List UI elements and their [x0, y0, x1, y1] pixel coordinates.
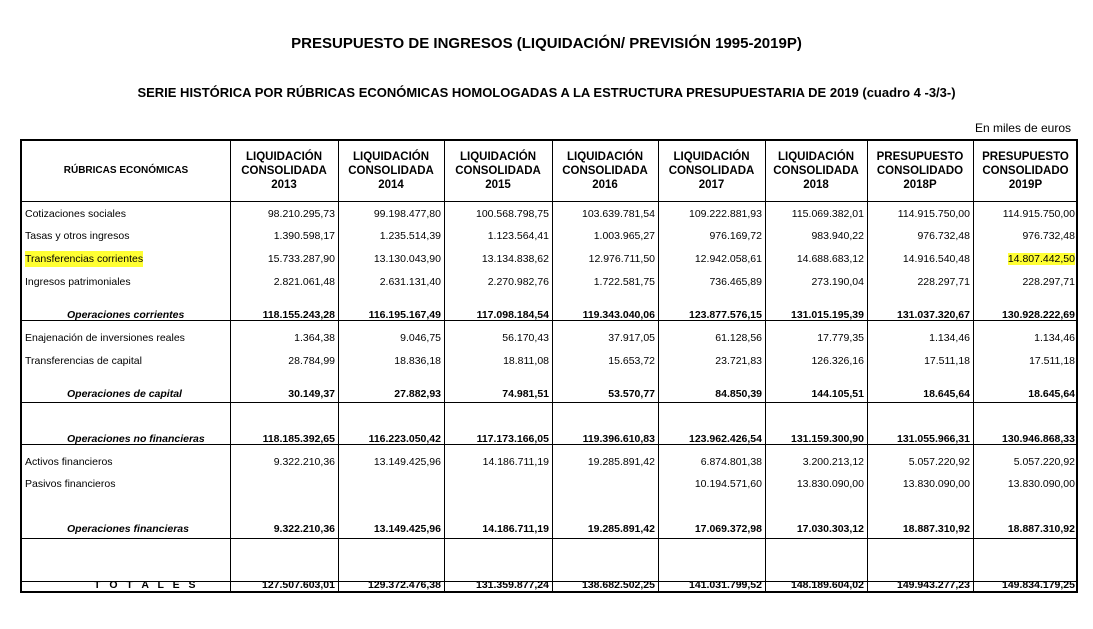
column-header-line: LIQUIDACIÓN	[673, 151, 750, 163]
cell-value: 9.322.210,36	[273, 523, 335, 535]
cell-value: 1.003.965,27	[593, 230, 655, 242]
cell-value: 123.962.426,54	[689, 433, 762, 445]
table-cell	[444, 330, 549, 346]
table-cell	[444, 228, 549, 244]
table-cell	[765, 353, 864, 369]
table-cell	[867, 274, 970, 290]
table-cell	[765, 386, 864, 402]
cell-value: 976.732,48	[917, 230, 970, 242]
page-subtitle: SERIE HISTÓRICA POR RÚBRICAS ECONÓMICAS HOMOLOGADAS A LA ESTRUCTURA PRESUPUESTARIA DE 2019 (cuadro 4 -3/3-)	[137, 85, 956, 100]
table-cell	[338, 274, 441, 290]
row-label: Pasivos financieros	[25, 478, 116, 490]
table-cell	[658, 386, 762, 402]
table-cell	[867, 251, 970, 267]
cell-value: 30.149,37	[288, 388, 335, 400]
cell-value: 17.511,18	[924, 355, 970, 367]
table-cell	[552, 353, 655, 369]
table-cell	[552, 307, 655, 323]
column-header-line: LIQUIDACIÓN	[777, 151, 855, 163]
cell-value: 28.784,99	[288, 355, 335, 367]
cell-value: 126.326,16	[811, 355, 864, 367]
cell-value: 131.359.877,24	[476, 579, 549, 591]
row-label: Operaciones de capital	[67, 388, 182, 400]
table-cell	[552, 386, 655, 402]
table-cell	[765, 431, 864, 447]
cell-value: 2.631.131,40	[379, 276, 441, 288]
row-label: Ingresos patrimoniales	[25, 276, 131, 288]
cell-value: 149.943.277,23	[897, 579, 970, 591]
table-cell	[867, 206, 970, 222]
cell-value: 116.195.167,49	[368, 309, 441, 321]
cell-value: 149.834.179,25	[1002, 579, 1075, 591]
cell-value: 976.732,48	[1022, 230, 1075, 242]
table-cell	[973, 577, 1075, 593]
table-cell	[552, 206, 655, 222]
cell-value: 109.222.881,93	[689, 208, 762, 220]
table-cell	[552, 274, 655, 290]
table-cell	[658, 330, 762, 346]
table-cell	[230, 577, 335, 593]
row-label: Activos financieros	[25, 456, 113, 468]
cell-value: 100.568.798,75	[476, 208, 549, 220]
column-header-line: 2018P	[903, 179, 937, 191]
row-label: Transferencias de capital	[25, 355, 142, 367]
cell-value: 10.194.571,60	[694, 478, 762, 490]
cell-value: 2.270.982,76	[487, 276, 549, 288]
cell-value: 6.874.801,38	[700, 456, 762, 468]
cell-value: 131.055.966,31	[897, 433, 970, 445]
cell-value: 13.830.090,00	[1007, 478, 1075, 490]
cell-value: 118.185.392,65	[262, 433, 335, 445]
table-cell	[867, 476, 970, 492]
table-cell	[867, 454, 970, 470]
column-header-line: CONSOLIDADO	[982, 165, 1069, 177]
cell-value: 13.149.425,96	[373, 456, 441, 468]
row-divider	[22, 402, 1076, 403]
column-header-line: 2014	[378, 179, 404, 191]
table-cell	[765, 274, 864, 290]
cell-value: 131.015.195,39	[791, 309, 864, 321]
cell-value: 1.123.564,41	[487, 230, 549, 242]
table-cell	[765, 330, 864, 346]
cell-value: 13.134.838,62	[481, 253, 549, 265]
table-cell	[973, 251, 1075, 267]
cell-value: 14.186.711,19	[482, 523, 549, 535]
cell-value: 130.928.222,69	[1002, 309, 1075, 321]
cell-value: 12.976.711,50	[588, 253, 655, 265]
table-cell	[658, 476, 762, 492]
table-cell	[444, 353, 549, 369]
cell-value: 1.364,38	[294, 332, 335, 344]
row-label: T O T A L E S	[94, 579, 199, 591]
cell-value: 15.733.287,90	[267, 253, 335, 265]
budget-table	[20, 139, 1078, 593]
table-cell	[658, 307, 762, 323]
cell-value: 12.942.058,61	[694, 253, 762, 265]
cell-value: 14.688.683,12	[796, 253, 864, 265]
cell-value: 141.031.799,52	[689, 579, 762, 591]
table-cell	[338, 353, 441, 369]
cell-value: 1.134,46	[929, 332, 970, 344]
table-cell	[552, 330, 655, 346]
row-label: Cotizaciones sociales	[25, 208, 126, 220]
table-cell	[338, 476, 441, 492]
cell-value: 5.057.220,92	[908, 456, 970, 468]
table-cell	[658, 274, 762, 290]
table-cell	[552, 228, 655, 244]
cell-value: 118.155.243,28	[262, 309, 335, 321]
cell-value: 127.507.603,01	[262, 579, 335, 591]
table-cell	[338, 206, 441, 222]
cell-value: 9.046,75	[400, 332, 441, 344]
cell-value: 99.198.477,80	[373, 208, 441, 220]
table-cell	[230, 386, 335, 402]
column-header-line: LIQUIDACIÓN	[352, 151, 430, 163]
table-cell	[444, 386, 549, 402]
table-cell	[230, 353, 335, 369]
cell-value: 13.830.090,00	[902, 478, 970, 490]
table-cell	[230, 206, 335, 222]
cell-value: 53.570,77	[608, 388, 655, 400]
table-cell	[338, 454, 441, 470]
row-label: Operaciones corrientes	[67, 309, 185, 321]
column-header-line: CONSOLIDADO	[876, 165, 964, 177]
column-header	[338, 143, 444, 199]
cell-value: 5.057.220,92	[1013, 456, 1075, 468]
column-header-line: CONSOLIDADA	[562, 165, 648, 177]
table-cell	[338, 386, 441, 402]
cell-value: 114.915.750,00	[897, 208, 970, 220]
row-label: Tasas y otros ingresos	[25, 230, 130, 242]
column-header-line: LIQUIDACIÓN	[245, 151, 323, 163]
cell-value: 138.682.502,25	[582, 579, 655, 591]
table-cell	[867, 521, 970, 537]
table-cell	[867, 353, 970, 369]
table-cell	[230, 330, 335, 346]
table-cell	[444, 307, 549, 323]
table-cell	[867, 386, 970, 402]
table-cell	[973, 521, 1075, 537]
cell-value: 18.887.310,92	[1007, 523, 1075, 535]
table-cell	[338, 228, 441, 244]
column-header-line: 2017	[698, 179, 725, 191]
table-cell	[338, 251, 441, 267]
table-cell	[230, 251, 335, 267]
table-cell	[765, 206, 864, 222]
row-label: Operaciones no financieras	[67, 433, 205, 445]
table-cell	[444, 251, 549, 267]
table-cell	[444, 577, 549, 593]
table-cell	[867, 307, 970, 323]
column-header-line: 2013	[271, 179, 297, 191]
column-header	[658, 143, 765, 199]
table-cell	[658, 251, 762, 267]
table-cell	[552, 251, 655, 267]
column-header-line: PRESUPUESTO	[982, 151, 1069, 163]
table-cell	[867, 431, 970, 447]
cell-value: 130.946.868,33	[1002, 433, 1075, 445]
cell-value: 976.169,72	[709, 230, 762, 242]
row-header: RÚBRICAS ECONÓMICAS	[63, 165, 189, 176]
column-header-line: CONSOLIDADA	[773, 165, 859, 177]
cell-value: 117.173.166,05	[476, 433, 549, 445]
cell-value: 103.639.781,54	[582, 208, 655, 220]
table-cell	[658, 431, 762, 447]
table-cell	[230, 307, 335, 323]
table-cell	[444, 431, 549, 447]
cell-value: 13.149.425,96	[373, 523, 441, 535]
table-cell	[444, 274, 549, 290]
cell-value: 131.159.300,90	[791, 433, 864, 445]
table-cell	[867, 577, 970, 593]
table-cell	[973, 307, 1075, 323]
cell-value: 74.981,51	[502, 388, 549, 400]
table-cell	[867, 330, 970, 346]
cell-value: 1.134,46	[1034, 332, 1075, 344]
cell-value: 131.037.320,67	[897, 309, 970, 321]
column-header	[867, 143, 973, 199]
cell-value: 18.811,08	[503, 355, 549, 367]
table-cell	[658, 228, 762, 244]
cell-value: 14.186.711,19	[482, 456, 549, 468]
table-cell	[973, 330, 1075, 346]
cell-value: 17.511,18	[1029, 355, 1075, 367]
row-label: Operaciones financieras	[67, 523, 189, 535]
column-header-line: 2018	[803, 179, 829, 191]
cell-value: 37.917,05	[608, 332, 655, 344]
cell-value: 123.877.576,15	[689, 309, 762, 321]
cell-value: 15.653,72	[608, 355, 655, 367]
table-cell	[765, 521, 864, 537]
table-cell	[230, 454, 335, 470]
table-cell	[658, 353, 762, 369]
cell-value: 119.343.040,06	[582, 309, 655, 321]
table-cell	[765, 251, 864, 267]
cell-value: 1.235.514,39	[379, 230, 441, 242]
table-cell	[552, 476, 655, 492]
cell-value: 117.098.184,54	[476, 309, 549, 321]
cell-value: 983.940,22	[811, 230, 864, 242]
cell-value: 19.285.891,42	[587, 523, 655, 535]
cell-value: 116.223.050,42	[368, 433, 441, 445]
cell-value: 228.297,71	[917, 276, 970, 288]
cell-value: 13.830.090,00	[796, 478, 864, 490]
cell-value: 115.069.382,01	[791, 208, 864, 220]
table-cell	[973, 386, 1075, 402]
cell-value: 119.396.610,83	[582, 433, 655, 445]
column-header	[765, 143, 867, 199]
table-cell	[552, 577, 655, 593]
table-cell	[444, 476, 549, 492]
column-header-line: 2015	[485, 179, 511, 191]
cell-value: 144.105,51	[811, 388, 864, 400]
cell-value: 23.721,83	[715, 355, 762, 367]
cell-value: 27.882,93	[394, 388, 441, 400]
table-cell	[973, 274, 1075, 290]
cell-value: 114.915.750,00	[1002, 208, 1075, 220]
table-cell	[338, 521, 441, 537]
row-label: Transferencias corrientes	[25, 253, 144, 265]
table-cell	[552, 431, 655, 447]
cell-value: 18.645,64	[923, 388, 970, 400]
cell-value: 129.372.476,38	[368, 579, 441, 591]
cell-value: 1.390.598,17	[273, 230, 335, 242]
column-header-line: CONSOLIDADA	[455, 165, 541, 177]
row-label: Enajenación de inversiones reales	[25, 332, 185, 344]
cell-value: 17.779,35	[817, 332, 864, 344]
column-header-line: CONSOLIDADA	[668, 165, 755, 177]
cell-value: 1.722.581,75	[593, 276, 655, 288]
table-cell	[230, 521, 335, 537]
cell-value: 84.850,39	[715, 388, 762, 400]
table-cell	[658, 454, 762, 470]
column-header-line: CONSOLIDADA	[348, 165, 434, 177]
cell-value: 18.836,18	[394, 355, 441, 367]
cell-value: 13.130.043,90	[373, 253, 441, 265]
cell-value: 148.189.604,02	[791, 579, 864, 591]
column-header-line: LIQUIDACIÓN	[459, 151, 537, 163]
table-cell	[230, 228, 335, 244]
column-header-line: 2016	[592, 179, 618, 191]
table-cell	[973, 206, 1075, 222]
cell-value: 17.069.372,98	[694, 523, 762, 535]
cell-value: 18.645,64	[1028, 388, 1075, 400]
table-cell	[765, 228, 864, 244]
table-cell	[973, 353, 1075, 369]
cell-value: 228.297,71	[1022, 276, 1075, 288]
table-cell	[973, 431, 1075, 447]
table-cell	[230, 476, 335, 492]
table-cell	[765, 476, 864, 492]
table-cell	[552, 454, 655, 470]
table-cell	[338, 431, 441, 447]
cell-value: 14.916.540,48	[902, 253, 970, 265]
cell-value: 14.807.442,50	[1007, 253, 1075, 265]
table-cell	[973, 454, 1075, 470]
table-cell	[973, 476, 1075, 492]
cell-value: 19.285.891,42	[587, 456, 655, 468]
cell-value: 736.465,89	[709, 276, 762, 288]
column-header-line: CONSOLIDADA	[241, 165, 327, 177]
table-cell	[338, 330, 441, 346]
table-cell	[765, 577, 864, 593]
column-header	[552, 143, 658, 199]
cell-value: 2.821.061,48	[273, 276, 335, 288]
cell-value: 56.170,43	[502, 332, 549, 344]
row-divider	[22, 538, 1076, 539]
table-cell	[552, 521, 655, 537]
column-header-line: 2019P	[1008, 179, 1043, 191]
table-cell	[444, 454, 549, 470]
table-cell	[444, 206, 549, 222]
column-header	[444, 143, 552, 199]
table-cell	[230, 274, 335, 290]
column-header	[973, 143, 1078, 199]
table-cell	[867, 228, 970, 244]
table-cell	[765, 307, 864, 323]
column-header-line: PRESUPUESTO	[876, 151, 964, 163]
cell-value: 18.887.310,92	[902, 523, 970, 535]
table-cell	[658, 206, 762, 222]
table-cell	[658, 577, 762, 593]
table-cell	[338, 577, 441, 593]
cell-value: 98.210.295,73	[267, 208, 335, 220]
table-cell	[444, 521, 549, 537]
cell-value: 3.200.213,12	[802, 456, 864, 468]
cell-value: 17.030.303,12	[796, 523, 864, 535]
column-header-line: LIQUIDACIÓN	[566, 151, 644, 163]
column-header	[230, 143, 338, 199]
cell-value: 9.322.210,36	[273, 456, 335, 468]
row-divider	[22, 201, 1076, 202]
units-note: En miles de euros	[974, 121, 1071, 135]
table-cell	[765, 454, 864, 470]
table-cell	[230, 431, 335, 447]
page-title: PRESUPUESTO DE INGRESOS (LIQUIDACIÓN/ PREVISIÓN 1995-2019P)	[291, 35, 802, 52]
cell-value: 273.190,04	[811, 276, 864, 288]
table-cell	[338, 307, 441, 323]
cell-value: 61.128,56	[715, 332, 762, 344]
table-cell	[658, 521, 762, 537]
table-cell	[973, 228, 1075, 244]
